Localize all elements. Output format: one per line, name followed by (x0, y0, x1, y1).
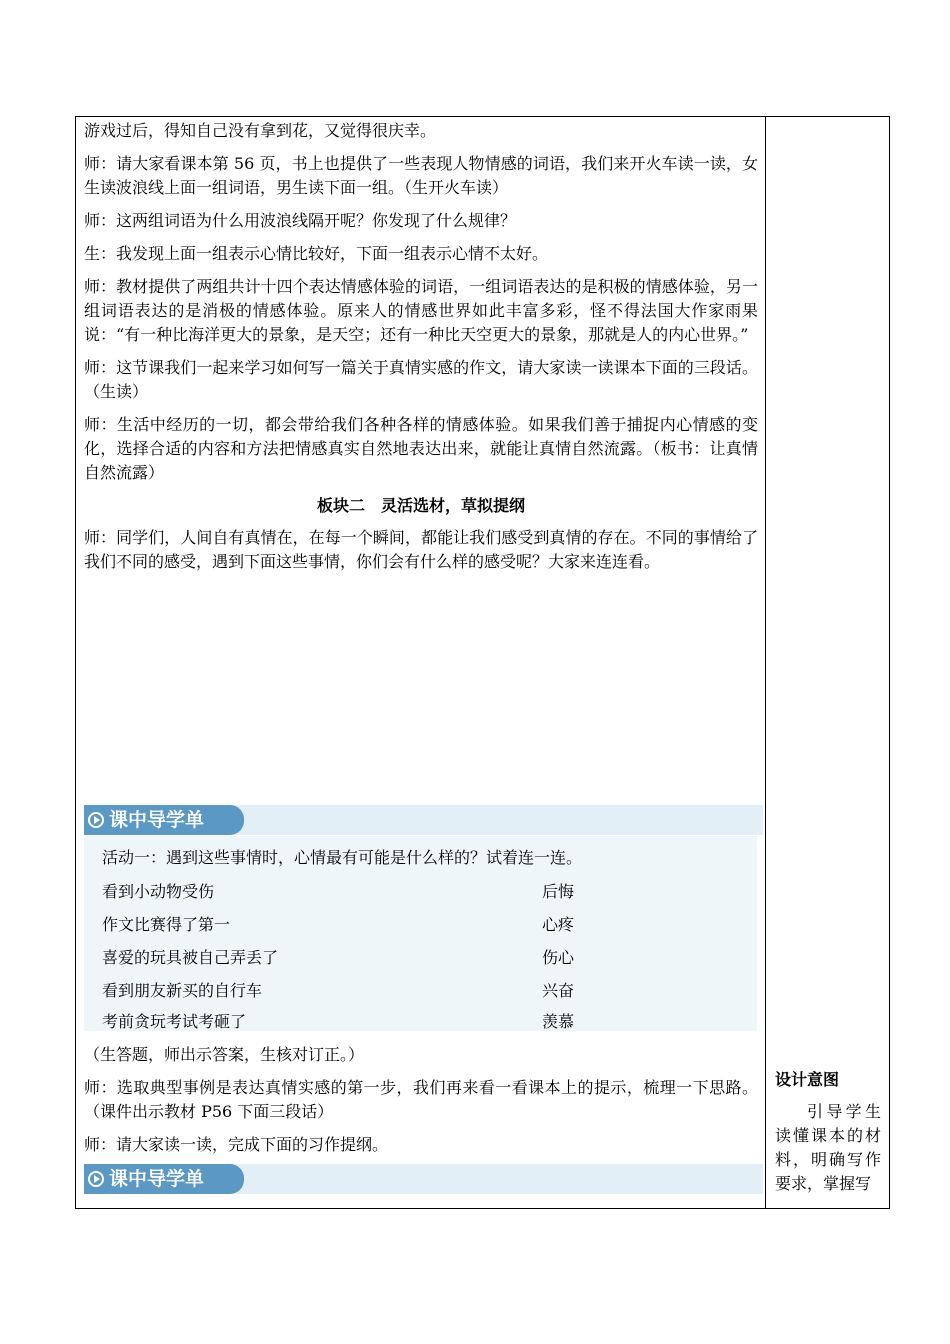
main-column (84, 116, 758, 583)
match-feeling: 心疼 (542, 915, 575, 934)
match-row (102, 913, 742, 937)
match-event: 作文比赛得了第一 (102, 915, 231, 934)
play-circle-icon (88, 1171, 104, 1187)
design-intent-text: 引导学生读懂课本的材料，明确写作要求，掌握写 (775, 1102, 881, 1193)
paragraph: 师：这节课我们一起来学习如何写一篇关于真情实感的作文，请大家读一读课本下面的三段话。（生读） (84, 358, 758, 401)
activity-box (84, 836, 757, 1031)
paragraph: （生答题，师出示答案，生核对订正。） (84, 1045, 365, 1064)
play-circle-icon (88, 812, 104, 828)
match-row (102, 979, 742, 1003)
section-heading: 板块二 灵活选材，草拟提纲 (316, 496, 525, 515)
paragraph: 师：这两组词语为什么用波浪线隔开呢？你发现了什么规律？ (84, 211, 517, 230)
paragraph: 生：我发现上面一组表示心情比较好，下面一组表示心情不太好。 (84, 244, 549, 263)
paragraph: 师：请大家看课本第 56 页，书上也提供了一些表现人物情感的词语，我们来开火车读一读，女生读波浪线上面一组词语，男生读下面一组。（生开火车读） (84, 154, 758, 197)
paragraph: 师：教材提供了两组共计十四个表达情感体验的词语，一组词语表达的是积极的情感体验，另一组词语表达的是消极的情感体验。原来人的情感世界如此丰富多彩，怪不得法国大作家雨果说：“有一种比海洋更大的景象，是天空；还有一种比天空更大的景象，那就是人的内心世界。” (84, 277, 758, 344)
design-intent (775, 1068, 881, 1196)
match-feeling: 羡慕 (542, 1012, 575, 1031)
guide-banner (84, 805, 763, 835)
guide-banner (84, 1164, 763, 1194)
guide-banner-tag (84, 805, 244, 835)
match-event: 看到朋友新买的自行车 (102, 981, 263, 1000)
match-event: 看到小动物受伤 (102, 882, 215, 901)
guide-banner-tag (84, 1164, 244, 1194)
column-divider (765, 116, 766, 1209)
guide-banner-label: 课中导学单 (109, 809, 205, 831)
paragraph: 游戏过后，得知自己没有拿到花，又觉得很庆幸。 (84, 121, 437, 140)
match-event: 喜爱的玩具被自己弄丢了 (102, 948, 279, 967)
match-row (102, 880, 742, 904)
guide-banner-label: 课中导学单 (109, 1168, 205, 1190)
paragraph: 师：同学们，人间自有真情在，在每一个瞬间，都能让我们感受到真情的存在。不同的事情给了我们不同的感受，遇到下面这些事情，你们会有什么样的感受呢？大家来连连看。 (84, 528, 758, 571)
paragraph: 师：选取典型事例是表达真情实感的第一步，我们再来看一看课本上的提示，梳理一下思路。（课件出示教材 P56 下面三段话） (84, 1078, 758, 1121)
activity-title: 活动一：遇到这些事情时，心情最有可能是什么样的？试着连一连。 (102, 848, 583, 867)
main-column-lower (84, 1043, 758, 1166)
match-row (102, 1010, 742, 1034)
paragraph: 师：请大家读一读，完成下面的习作提纲。 (84, 1135, 389, 1154)
match-row (102, 946, 742, 970)
design-intent-heading: 设计意图 (775, 1070, 840, 1089)
match-feeling: 伤心 (542, 948, 575, 967)
paragraph: 师：生活中经历的一切，都会带给我们各种各样的情感体验。如果我们善于捕捉内心情感的变化，选择合适的内容和方法把情感真实自然地表达出来，就能让真情自然流露。（板书：让真情自然流露） (84, 415, 758, 482)
match-feeling: 后悔 (542, 882, 575, 901)
match-feeling: 兴奋 (542, 981, 575, 1000)
match-event: 考前贪玩考试考砸了 (102, 1012, 247, 1031)
